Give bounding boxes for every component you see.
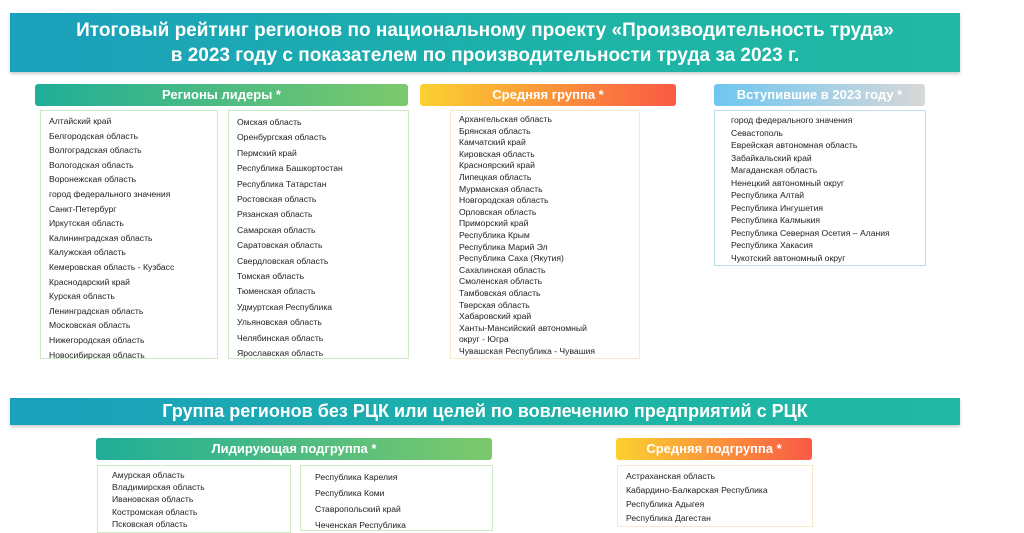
region-item: Иркутская область xyxy=(49,218,124,229)
middle-group-list xyxy=(450,110,640,359)
region-item: Ханты-Мансийский автономный xyxy=(459,322,587,333)
region-item: Омская область xyxy=(237,117,302,127)
joined-header: Вступившие в 2023 году * xyxy=(714,84,925,106)
region-item: Калининградская область xyxy=(49,232,153,243)
region-item: Республика Марий Эл xyxy=(459,241,548,252)
region-item: Рязанская область xyxy=(237,209,313,220)
region-item: Чувашская Республика - Чувашия xyxy=(459,345,596,356)
region-item: Ивановская область xyxy=(112,494,194,505)
region-item: Республика Калмыкия xyxy=(731,215,821,225)
region-item: округ - Югра xyxy=(459,334,509,345)
region-item: Республика Саха (Якутия) xyxy=(459,253,564,264)
region-item: Удмуртская Республика xyxy=(237,301,333,312)
region-item: Липецкая область xyxy=(459,171,532,182)
region-item: Ростовская область xyxy=(237,194,317,205)
region-item: Ставропольский край xyxy=(315,504,401,514)
region-item: Томская область xyxy=(237,271,305,282)
region-item: Волгоградская область xyxy=(49,145,142,156)
region-item: Забайкальский край xyxy=(731,152,812,163)
region-item: город федерального значения xyxy=(731,115,853,125)
region-item: Московская область xyxy=(49,320,131,331)
region-item: Тамбовская область xyxy=(459,287,541,298)
region-item: Республика Карелия xyxy=(315,472,398,482)
region-item: Псковская область xyxy=(112,518,188,529)
region-item: Белгородская область xyxy=(49,130,139,141)
region-item: Республика Алтай xyxy=(731,190,805,200)
region-item: Республика Адыгея xyxy=(626,499,705,509)
region-item: Ульяновская область xyxy=(237,317,322,328)
region-item: Амурская область xyxy=(112,470,185,480)
region-item: Саратовская область xyxy=(237,240,323,251)
region-item: Еврейская автономная область xyxy=(731,140,858,150)
region-item: Кировская область xyxy=(459,148,535,159)
region-item: Тверская область xyxy=(459,299,530,310)
region-item: Республика Башкортостан xyxy=(237,163,343,174)
region-item: Хабаровский край xyxy=(459,311,532,322)
region-item: Кемеровская область - Кузбасс xyxy=(49,261,175,272)
region-item: Приморский край xyxy=(459,218,529,229)
region-item: Сахалинская область xyxy=(459,264,546,275)
joined-list xyxy=(714,110,926,266)
region-item: Смоленская область xyxy=(459,276,543,287)
region-item: Курская область xyxy=(49,291,115,302)
region-item: Орловская область xyxy=(459,206,537,217)
leaders-header: Регионы лидеры * xyxy=(35,84,408,106)
middle-subgroup-header: Средняя подгруппа * xyxy=(616,438,812,460)
region-item: Калужская область xyxy=(49,247,126,258)
region-item: Республика Коми xyxy=(315,488,385,498)
region-item: Челябинская область xyxy=(237,332,324,343)
region-item: Пермский край xyxy=(237,147,297,158)
region-item: Камчатский край xyxy=(459,137,526,148)
leading-subgroup-header: Лидирующая подгруппа * xyxy=(96,438,492,460)
title-line-1: Итоговый рейтинг регионов по национальному проекту «Производительность труда» xyxy=(76,20,894,41)
leading-subgroup-list-1 xyxy=(97,465,291,533)
region-item: Республика Дагестан xyxy=(626,513,711,523)
region-item: Республика Северная Осетия – Алания xyxy=(731,227,890,238)
region-item: Чеченская Республика xyxy=(315,520,406,530)
region-item: Мурманская область xyxy=(459,183,543,194)
region-item: Краснодарский край xyxy=(49,276,130,287)
region-item: Республика Крым xyxy=(459,229,530,240)
region-item: Республика Татарстан xyxy=(237,178,327,189)
region-item: Республика Хакасия xyxy=(731,240,813,250)
region-item: Санкт-Петербург xyxy=(49,203,117,214)
region-item: Чукотский автономный округ xyxy=(731,252,846,263)
region-item: Магаданская область xyxy=(731,165,818,175)
region-item: Самарская область xyxy=(237,224,316,235)
region-item: Новгородская область xyxy=(459,195,549,206)
title-line-2: в 2023 году с показателем по производительности труда за 2023 г. xyxy=(170,45,800,66)
leaders-list-2 xyxy=(228,110,409,359)
section2-banner: Группа регионов без РЦК или целей по вовлечению предприятий с РЦК xyxy=(10,398,960,425)
region-item: Красноярский край xyxy=(459,160,535,171)
region-item: Костромская область xyxy=(112,506,198,517)
leaders-list-1 xyxy=(40,110,218,359)
region-item: Алтайский край xyxy=(49,116,112,126)
region-item: Вологодская область xyxy=(49,159,134,170)
region-item: Тюменская область xyxy=(237,286,316,297)
region-item: Новосибирская область xyxy=(49,349,145,360)
region-item: Ленинградская область xyxy=(49,305,144,316)
leading-subgroup-list-2 xyxy=(300,465,493,531)
region-item: Свердловская область xyxy=(237,255,329,266)
region-item: Ненецкий автономный округ xyxy=(731,177,845,188)
region-item: Ярославская область xyxy=(237,348,324,359)
middle-subgroup-list xyxy=(617,465,813,527)
region-item: Нижегородская область xyxy=(49,334,145,345)
region-item: город федерального значения xyxy=(49,188,171,199)
region-item: Воронежская область xyxy=(49,174,137,185)
region-item: Республика Ингушетия xyxy=(731,202,824,213)
region-item: Севастополь xyxy=(731,127,783,138)
region-item: Владимирская область xyxy=(112,482,205,493)
region-item: Кабардино-Балкарская Республика xyxy=(626,485,768,495)
main-title-banner xyxy=(10,13,960,72)
region-item: Оренбургская область xyxy=(237,132,327,143)
region-item: Архангельская область xyxy=(459,114,552,124)
region-item: Астраханская область xyxy=(626,471,716,481)
region-item: Брянская область xyxy=(459,125,531,136)
middle-group-header: Средняя группа * xyxy=(420,84,676,106)
